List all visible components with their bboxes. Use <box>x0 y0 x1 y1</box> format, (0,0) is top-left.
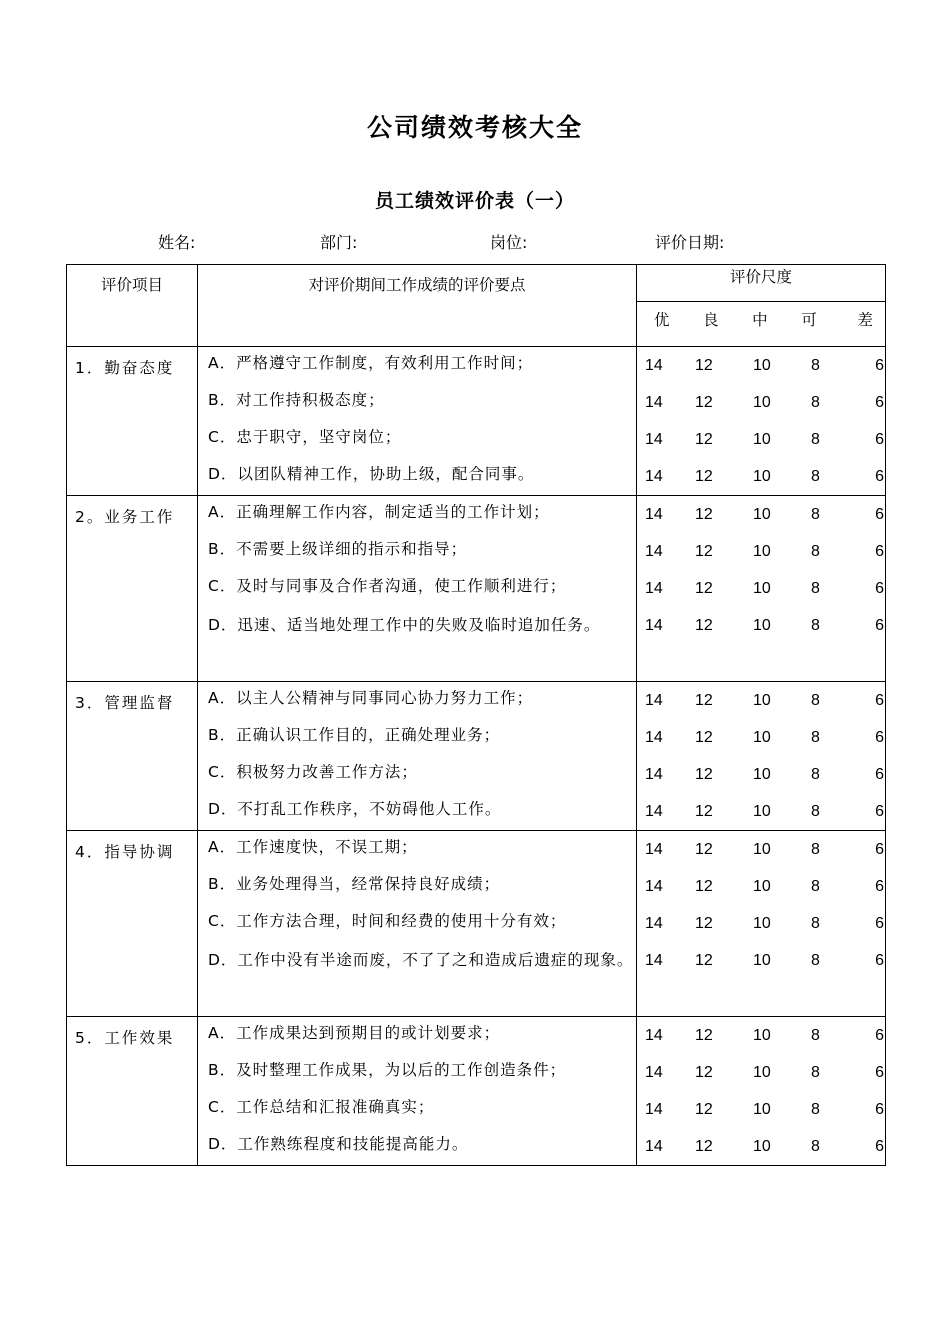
score-value: 12 <box>695 356 713 374</box>
score-value: 14 <box>645 914 663 932</box>
score-value: 6 <box>875 951 884 969</box>
score-row <box>637 1054 885 1091</box>
score-value: 14 <box>645 802 663 820</box>
criterion-text: C．积极努力改善工作方法； <box>208 763 418 781</box>
category-row <box>67 496 886 682</box>
score-value: 6 <box>875 691 884 709</box>
criterion-text: C．及时与同事及合作者沟通，使工作顺利进行； <box>208 577 567 595</box>
score-value: 6 <box>875 505 884 523</box>
score-value: 6 <box>875 616 884 634</box>
score-row <box>637 421 885 458</box>
score-value: 8 <box>811 765 820 783</box>
score-value: 14 <box>645 467 663 485</box>
score-value: 14 <box>645 1100 663 1118</box>
score-value: 14 <box>645 1063 663 1081</box>
score-value: 10 <box>753 356 771 374</box>
category-points <box>198 682 637 831</box>
score-row <box>637 756 885 793</box>
criterion-text: B．及时整理工作成果，为以后的工作创造条件； <box>208 1061 567 1079</box>
grade-average: 中 <box>752 311 768 329</box>
score-value: 12 <box>695 728 713 746</box>
category-name: 2。业务工作 <box>67 496 198 682</box>
score-row <box>637 831 885 868</box>
score-value: 12 <box>695 542 713 560</box>
score-value: 14 <box>645 1026 663 1044</box>
score-value: 6 <box>875 1026 884 1044</box>
category-points <box>198 831 637 1017</box>
form-title: 员工绩效评价表（一） <box>374 190 575 212</box>
score-value: 6 <box>875 840 884 858</box>
score-value: 8 <box>811 579 820 597</box>
score-row <box>637 719 885 756</box>
score-value: 14 <box>645 616 663 634</box>
score-value: 12 <box>695 1063 713 1081</box>
score-value: 8 <box>811 1063 820 1081</box>
grade-excellent: 优 <box>653 311 670 329</box>
criterion-text: C．工作方法合理，时间和经费的使用十分有效； <box>208 912 567 930</box>
score-value: 10 <box>753 1137 771 1155</box>
score-row <box>637 1091 885 1128</box>
score-value: 6 <box>875 877 884 895</box>
criterion-text: D．工作熟练程度和技能提高能力。 <box>208 1135 469 1153</box>
score-value: 12 <box>695 1026 713 1044</box>
score-row <box>637 533 885 570</box>
header-item: 评价项目 <box>67 265 198 347</box>
score-value: 6 <box>875 467 884 485</box>
criterion-text: D．以团队精神工作，协助上级，配合同事。 <box>208 465 535 483</box>
score-row <box>637 793 885 830</box>
score-value: 8 <box>811 877 820 895</box>
score-value: 14 <box>645 728 663 746</box>
score-value: 10 <box>753 1063 771 1081</box>
criterion-text: C．工作总结和汇报准确真实； <box>208 1098 435 1116</box>
score-row <box>637 1017 885 1054</box>
name-label: 姓名: <box>158 233 196 252</box>
score-value: 10 <box>753 691 771 709</box>
grade-good: 良 <box>703 311 719 329</box>
score-value: 14 <box>645 840 663 858</box>
score-value: 6 <box>875 579 884 597</box>
criterion-text: B．业务处理得当，经常保持良好成绩； <box>208 875 501 893</box>
category-row <box>67 1017 886 1166</box>
score-value: 14 <box>645 505 663 523</box>
score-row <box>637 384 885 421</box>
score-value: 10 <box>753 914 771 932</box>
score-value: 14 <box>645 393 663 411</box>
criterion-text: A．工作成果达到预期目的或计划要求； <box>208 1024 501 1042</box>
criterion-text: A．以主人公精神与同事同心协力努力工作； <box>208 689 534 707</box>
score-value: 10 <box>753 877 771 895</box>
score-value: 8 <box>811 802 820 820</box>
score-value: 8 <box>811 691 820 709</box>
score-value: 8 <box>811 914 820 932</box>
header-row <box>67 265 886 347</box>
category-points <box>198 347 637 496</box>
score-value: 10 <box>753 430 771 448</box>
score-value: 6 <box>875 430 884 448</box>
score-value: 12 <box>695 505 713 523</box>
category-scores <box>637 347 886 496</box>
score-value: 10 <box>753 579 771 597</box>
score-value: 10 <box>753 467 771 485</box>
score-value: 8 <box>811 1026 820 1044</box>
score-value: 10 <box>753 802 771 820</box>
grade-poor: 差 <box>857 311 874 329</box>
category-name: 1．勤奋态度 <box>67 347 198 496</box>
score-value: 12 <box>695 579 713 597</box>
evaluation-table <box>66 264 886 1166</box>
score-value: 8 <box>811 430 820 448</box>
score-value: 12 <box>695 616 713 634</box>
score-value: 14 <box>645 1137 663 1155</box>
score-value: 14 <box>645 542 663 560</box>
document-title: 公司绩效考核大全 <box>366 113 583 142</box>
score-value: 10 <box>753 616 771 634</box>
category-points <box>198 496 637 682</box>
score-value: 6 <box>875 356 884 374</box>
score-row <box>637 607 885 644</box>
criterion-text: B．不需要上级详细的指示和指导； <box>208 540 468 558</box>
score-value: 10 <box>753 393 771 411</box>
score-value: 6 <box>875 542 884 560</box>
criterion-text: C．忠于职守，坚守岗位； <box>208 428 402 446</box>
score-row <box>637 570 885 607</box>
score-value: 8 <box>811 542 820 560</box>
score-value: 6 <box>875 1137 884 1155</box>
score-value: 10 <box>753 840 771 858</box>
score-value: 12 <box>695 914 713 932</box>
header-scale: 评价尺度 <box>729 268 792 286</box>
score-value: 8 <box>811 1100 820 1118</box>
evaluation-date-label: 评价日期: <box>655 233 725 252</box>
grade-labels <box>637 301 885 338</box>
criterion-text: A．工作速度快，不误工期； <box>208 838 418 856</box>
criterion-text: D．不打乱工作秩序，不妨碍他人工作。 <box>208 800 502 818</box>
criterion-text: D．迅速、适当地处理工作中的失败及临时追加任务。 <box>208 616 601 634</box>
score-value: 8 <box>811 356 820 374</box>
score-value: 12 <box>695 840 713 858</box>
score-value: 10 <box>753 728 771 746</box>
score-value: 8 <box>811 505 820 523</box>
score-value: 10 <box>753 1100 771 1118</box>
score-row <box>637 905 885 942</box>
score-value: 8 <box>811 951 820 969</box>
score-value: 10 <box>753 951 771 969</box>
score-row <box>637 682 885 719</box>
score-value: 8 <box>811 616 820 634</box>
score-value: 12 <box>695 430 713 448</box>
header-points: 对评价期间工作成绩的评价要点 <box>198 265 637 347</box>
category-name: 4．指导协调 <box>67 831 198 1017</box>
score-value: 12 <box>695 1137 713 1155</box>
score-value: 12 <box>695 1100 713 1118</box>
grade-fair: 可 <box>801 311 817 329</box>
score-row <box>637 868 885 905</box>
score-row <box>637 1128 885 1165</box>
score-value: 6 <box>875 765 884 783</box>
score-value: 10 <box>753 542 771 560</box>
score-value: 14 <box>645 877 663 895</box>
score-value: 14 <box>645 951 663 969</box>
score-value: 14 <box>645 579 663 597</box>
score-value: 10 <box>753 765 771 783</box>
score-value: 6 <box>875 802 884 820</box>
score-row <box>637 458 885 495</box>
score-value: 8 <box>811 467 820 485</box>
score-value: 8 <box>811 728 820 746</box>
score-value: 6 <box>875 914 884 932</box>
score-value: 12 <box>695 467 713 485</box>
score-value: 12 <box>695 691 713 709</box>
criterion-text: B．正确认识工作目的，正确处理业务； <box>208 726 501 744</box>
category-points <box>198 1017 637 1166</box>
category-row <box>67 682 886 831</box>
score-value: 6 <box>875 1063 884 1081</box>
score-row <box>637 496 885 533</box>
category-name: 3．管理监督 <box>67 682 198 831</box>
score-value: 10 <box>753 1026 771 1044</box>
score-value: 10 <box>753 505 771 523</box>
score-value: 12 <box>695 765 713 783</box>
criterion-text: A．正确理解工作内容，制定适当的工作计划； <box>208 503 550 521</box>
score-value: 6 <box>875 1100 884 1118</box>
score-value: 12 <box>695 951 713 969</box>
score-value: 12 <box>695 393 713 411</box>
score-value: 14 <box>645 430 663 448</box>
score-value: 14 <box>645 691 663 709</box>
category-scores <box>637 496 886 682</box>
category-scores <box>637 831 886 1017</box>
department-label: 部门: <box>320 233 358 252</box>
score-value: 12 <box>695 877 713 895</box>
category-row <box>67 831 886 1017</box>
category-name: 5．工作效果 <box>67 1017 198 1166</box>
score-value: 14 <box>645 356 663 374</box>
score-value: 8 <box>811 840 820 858</box>
score-value: 8 <box>811 393 820 411</box>
header-scale-cell <box>637 265 886 347</box>
score-value: 6 <box>875 728 884 746</box>
score-value: 12 <box>695 802 713 820</box>
criterion-text: D．工作中没有半途而废，不了了之和造成后遗症的现象。 <box>208 951 634 969</box>
criterion-text: A．严格遵守工作制度，有效利用工作时间； <box>208 354 534 372</box>
category-scores <box>637 1017 886 1166</box>
category-row <box>67 347 886 496</box>
info-row <box>0 230 950 254</box>
score-row <box>637 942 885 979</box>
score-value: 6 <box>875 393 884 411</box>
criterion-text: B．对工作持积极态度； <box>208 391 385 409</box>
category-scores <box>637 682 886 831</box>
post-label: 岗位: <box>490 233 528 252</box>
score-value: 8 <box>811 1137 820 1155</box>
score-value: 14 <box>645 765 663 783</box>
score-row <box>637 347 885 384</box>
